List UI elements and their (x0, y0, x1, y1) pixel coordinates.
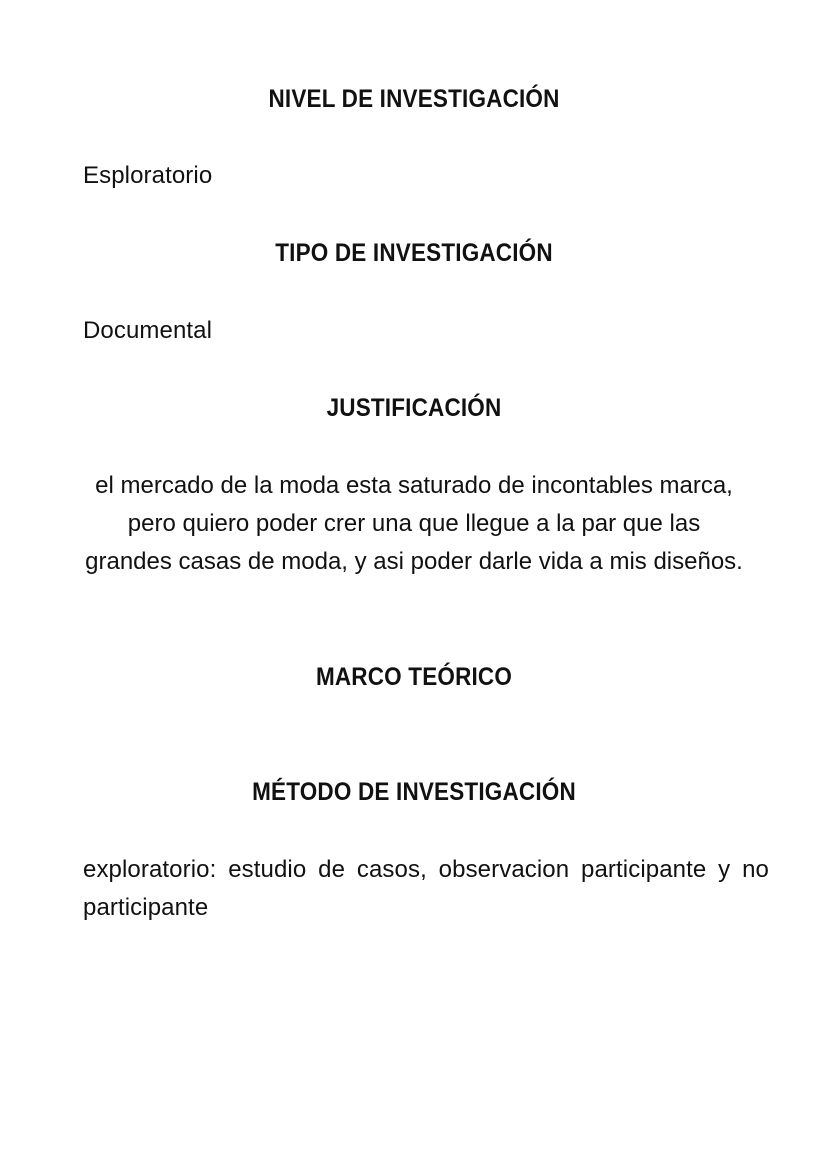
heading-metodo-de-investigacion: MÉTODO DE INVESTIGACIÓN (252, 778, 576, 806)
body-tipo-de-investigacion: Documental (83, 317, 213, 344)
heading-tipo-de-investigacion: TIPO DE INVESTIGACIÓN (275, 239, 553, 267)
heading-nivel-de-investigacion: NIVEL DE INVESTIGACIÓN (268, 85, 560, 113)
body-metodo-de-investigacion: exploratorio: estudio de casos, observacion participante y no participante (83, 856, 769, 921)
justificacion-line-1: el mercado de la moda esta saturado de incontables marca, (95, 472, 733, 499)
body-nivel-de-investigacion: Esploratorio (83, 162, 213, 189)
body-justificacion (60, 467, 768, 581)
heading-justificacion: JUSTIFICACIÓN (326, 394, 502, 422)
justificacion-line-2: pero quiero poder crer una que llegue a la par que las (127, 510, 701, 537)
heading-marco-teorico: MARCO TEÓRICO (315, 663, 513, 691)
justificacion-line-3: grandes casas de moda, y asi poder darle vida a mis diseños. (85, 548, 743, 575)
